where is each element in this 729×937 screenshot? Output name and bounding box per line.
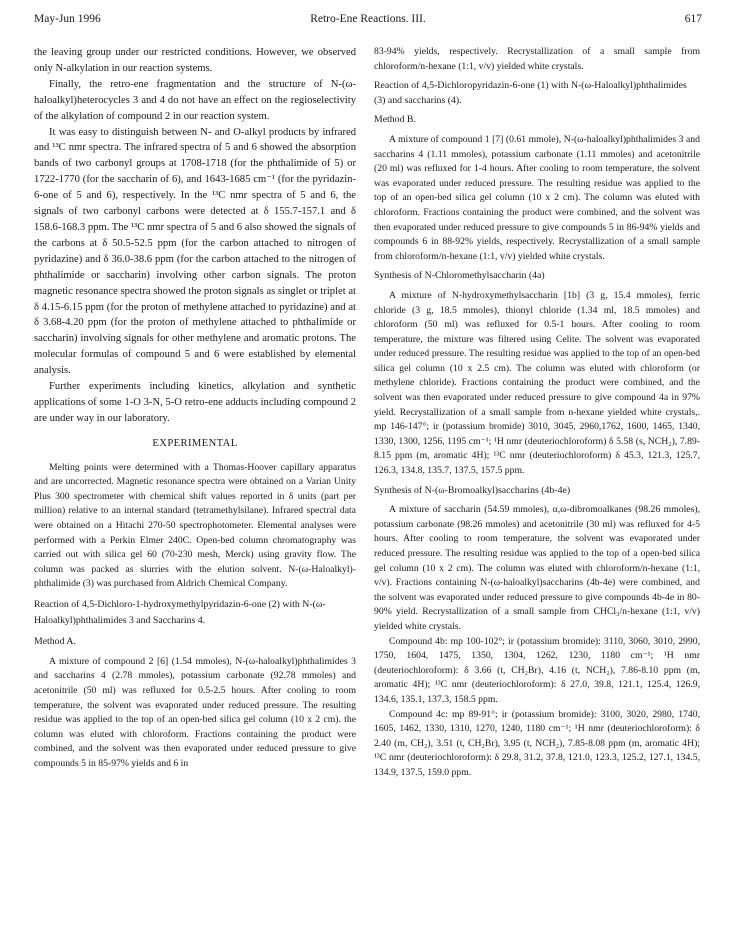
running-title: Retro-Ene Reactions. III. <box>310 13 426 25</box>
paragraph-yields-continued: 83-94% yields, respectively. Recrystallization of a small sample from chloroform/n-hexane (1:1, v/v) yielded white crystals. <box>374 46 700 72</box>
right-column <box>374 45 700 781</box>
paragraph-leaving-group: the leaving group under our restricted conditions. However, we observed only N-alkylation in our reaction systems. <box>34 47 356 74</box>
paragraph-bromoalkylsaccharins: A mixture of saccharin (54.59 mmoles), α,ω-dibromoalkanes (98.26 mmoles), potassium carbonate (98.26 mmoles) and acetonitrile (30 ml) was refluxed for 4-5 hours. After cooling to room temperature, the solvent was evaporated under reduced pressure. The resulting residue was applied to the top of a open-bed silica gel column (10 x 2 cm). The column was eluted with chloroform/n-hexane (1:1, v/v). Fractions containing N-(ω-haloalkyl)saccharins (4b-4e) were combined, and the solvent was evaporated under reduced pressure to give compounds 4b-4e in 80-90% yield. Recrystallization of a small sample from CHCl₃/n-hexane (1:1, v/v) yielded white crystals. <box>374 504 700 632</box>
subheading-reaction-compound-2: Reaction of 4,5-Dichloro-1-hydroxymethylpyridazin-6-one (2) with N-(ω-Haloalkyl)phthalimides 3 and Saccharins 4. <box>34 599 326 626</box>
paragraph-further-experiments: Further experiments including kinetics, alkylation and synthetic applications of some 1-O 3-N, 5-O retro-ene adducts including compound 2 are under way in our laboratory. <box>34 381 356 424</box>
paragraph-retro-ene: Finally, the retro-ene fragmentation and the structure of N-(ω-haloalkyl)heterocycles 3 and 4 do not have an effect on the regioselectivity of the alkylation of compound 2 in our reaction system. <box>34 78 356 122</box>
running-head <box>34 13 702 31</box>
paragraph-method-a: A mixture of compound 2 [6] (1.54 mmoles), N-(ω-haloalkyl)phthalimides 3 and saccharins 4 (2.78 mmoles), potassium carbonate (92.78 mmoles) and acetonitrile (50 ml) was refluxed for 0.5-2.5 hours. After cooling to room temperature, the solvent was evaporated under reduced pressure. The resulting residue was applied to the top of an open-bed silica gel column (10 x 2 cm). the column was eluted with chloroform. Fractions containing the product were combined, and the solvent was then evaporated under reduced pressure to give compounds 5 in 85-97% yields and 6 in <box>34 655 356 769</box>
paragraph-chloromethylsaccharin: A mixture of N-hydroxymethylsaccharin [1b] (3 g, 15.4 mmoles), ferric chloride (3 g, 18.5 mmoles), thionyl chloride (1.34 ml, 18.5 mmoles) and chloroform (50 ml) was refluxed for 0.5-1 hours. After cooling to room temperature, the mixture was filtered using Celite. The solvent was evaporated under reduced pressure. The resulting residue was applied to the top of an open-bed silica gel column (10 x 2.5 cm). The column was eluted with chloroform (or methylene chloride). Fractions containing the product were combined, and the solvent was then evaporated under reduced pressure to give compound 4a in 97% yield. Recrystallization of a small sample from n-hexane yielded white crystals,. mp 146-147°; ir (potassium bromide) 3010, 3045, 2960,1762, 1600, 1465, 1340, 1330, 1300, 1256, 1195 cm⁻¹; ¹H nmr (deuteriochloroform) δ 5.58 (s, NCH₂), 7.89-8.15 ppm (m, aromatic 4H); ¹³C nmr (deuteriochloroform) δ 45.3, 121.3, 125.7, 126.3, 134.8, 135.7, 137.5, 157.5 ppm. <box>374 289 700 477</box>
paragraph-compound-4c: Compound 4c: mp 89-91°; ir (potassium bromide): 3100, 3020, 2980, 1740, 1605, 1462, 1330, 1310, 1270, 1240, 1180 cm⁻¹; ¹H nmr (deuteriochloroform): δ 2.40 (m, CH₂), 3.51 (t, CH₂Br), 3.95 (t, NCH₂), 7.85-8.08 ppm (m, aromatic 4H); ¹³C nmr (deuteriochloroform): δ 29.8, 31.2, 37.8, 121.0, 123.3, 125.2, 127.1, 134.5, 134.9, 137.5, 159.0 ppm. <box>374 708 700 778</box>
left-column <box>34 45 356 771</box>
subheading-chloromethylsaccharin: Synthesis of N-Chloromethylsaccharin (4a) <box>374 270 545 282</box>
paragraph-compound-4b: Compound 4b: mp 100-102°; ir (potassium bromide): 3110, 3060, 3010, 2990, 1750, 1604, 1475, 1350, 1304, 1262, 1230, 1180 cm⁻¹; ¹H nmr (deuteriochloroform): δ 3.66 (t, CH₂Br), 4.16 (t, NCH₂), 7.86-8.10 ppm (m, aromatic 4H); ¹³C nmr (deuteriochloroform): δ 27.0, 39.8, 121.1, 125.4, 126.9, 134.6, 135.1, 137.3, 158.5 ppm. <box>374 635 700 705</box>
subheading-method-a: Method A. <box>34 635 76 647</box>
page-number: 617 <box>684 13 702 25</box>
journal-issue-date: May-Jun 1996 <box>34 13 101 25</box>
paragraph-instruments: Melting points were determined with a Thomas-Hoover capillary apparatus and are uncorrected. Magnetic resonance spectra were obtained on a Varian Unity Plus 300 spectrometer with chemical shift values reported in δ units (part per million) relative to an internal standard (tetramethylsilane). Infrared spectral data were obtained on a Hitachi 270-50 spectrophotometer. Elemental analyses were performed with a Perkin Elmer 240C. Open-bed column chromatography was carried out with silica gel 60 (70-230 mesh, Merck) using gravity flow. The column was packed as slurries with the elution solvent. N-(ω-Haloalkyl)-phthalimide (3) was purchased from Aldrich Chemical Company. <box>34 461 356 590</box>
subheading-method-b: Method B. <box>374 114 416 126</box>
paragraph-method-b: A mixture of compound 1 [7] (0.61 mmole), N-(ω-haloalkyl)phthalimides 3 and saccharins 4 (1.11 mmoles), potassium carbonate (1.11 mmoles) and acetonitrile (20 ml) was refluxed for 1-4 hours. After cooling to room temperature, the solvent was evaporated under reduced pressure. The resulting residue was applied to the top of an open-bed silica gel column (10 x 2 cm). The column was eluted with chloroform. Fractions containing the product were combined, and the solvent was then evaporated under reduced pressure to give compounds 5 in 86-94% yields and compounds 6 in 88-92% yields, respectively. Recrystallization of a small sample from chloroform/n-hexane (1:1, v/v) yielded white crystals. <box>374 133 700 262</box>
section-title-experimental: EXPERIMENTAL <box>152 437 238 449</box>
paragraph-spectra: It was easy to distinguish between N- and O-alkyl products by infrared and ¹³C nmr spectra. The infrared spectra of 5 and 6 showed the absorption bands of two carbonyl groups at 1708-1718 (for the phthalimide of 5) or 1722-1770 (for the saccharin of 6), and 1643-1685 cm⁻¹ (for the pyridazin-6-one of 5 and 6), respectively. In the ¹³C nmr spectra of 5 and 6, the signals of two carbonyl carbons were detected at δ 155.7-157.1 and δ 158.6-168.3 ppm. The ¹³C nmr spectra of 5 and 6 also showed the signals of the carbons at δ 50.5-52.5 ppm (for the carbon attached to nitrogen of pyridazine) and δ 36.0-38.6 ppm (for the carbon attached to the nitrogen of phthalimide or saccharin) involving other carbon signals. The proton magnetic resonance spectra showed the proton signals as singlet or triplet at δ 4.15-6.15 ppm (for the proton of methylene attached to pyridazine) and at δ 3.68-4.20 ppm (for the proton of methylene attached to phthalimide or saccharin) involving signals for other methylene and aromatic protons. The molecular formulas of compound 5 and 6 were established by elemental analysis. <box>34 126 356 377</box>
subheading-reaction-compound-1: Reaction of 4,5-Dichloropyridazin-6-one (1) with N-(ω-Haloalkyl)phthalimides (3) and saccharins (4). <box>374 80 687 106</box>
subheading-bromoalkylsaccharins: Synthesis of N-(ω-Bromoalkyl)saccharins (4b-4e) <box>374 484 571 496</box>
